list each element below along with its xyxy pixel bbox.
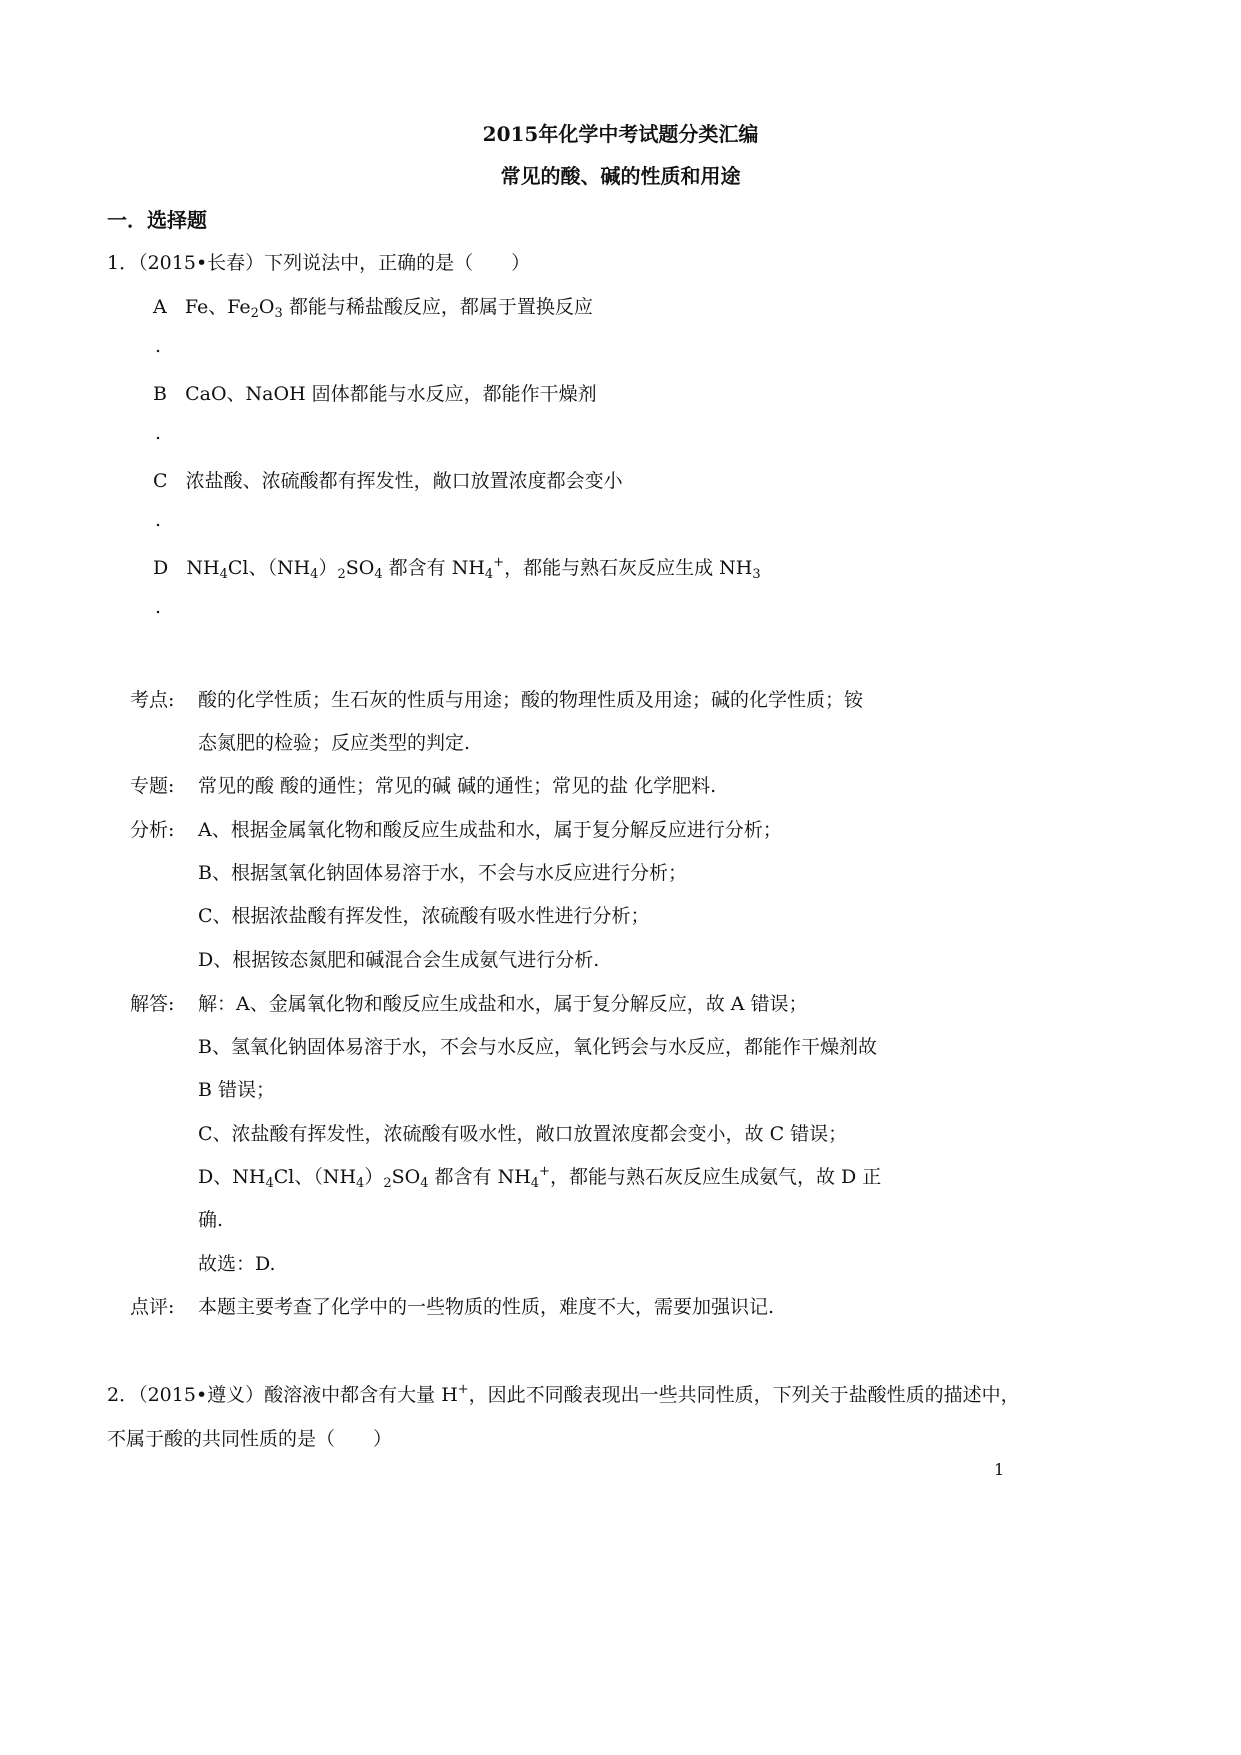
jieda-label: 解答:	[130, 993, 175, 1015]
fenxi-line: D、根据铵态氮肥和碱混合会生成氨气进行分析.	[198, 949, 600, 971]
jieda-text: ，都能与熟石灰反应生成氨气，故 D 正	[549, 1166, 882, 1188]
subscript: 4	[374, 567, 383, 582]
option-d-text: ）	[318, 557, 338, 579]
option-dot: .	[155, 422, 162, 444]
question-2-text: ，因此不同酸表现出一些共同性质，下列关于盐酸性质的描述中，	[468, 1384, 1020, 1406]
jieda-text: SO	[391, 1166, 421, 1188]
option-a-text: 都能与稀盐酸反应，都属于置换反应	[288, 296, 593, 318]
jieda-text: 都含有 NH	[434, 1166, 531, 1188]
question-1-stem: 1．（2015•长春）下列说法中，正确的是（ ）	[107, 252, 531, 274]
subscript: 2	[250, 306, 259, 321]
document-title: 2015年化学中考试题分类汇编	[482, 122, 759, 146]
subscript: 3	[274, 306, 283, 321]
option-dot: .	[155, 509, 162, 531]
jieda-text: Cl、（NH	[273, 1166, 357, 1188]
option-d-letter: D	[153, 557, 169, 579]
jieda-line: B 错误；	[198, 1079, 276, 1101]
option-c-letter: C	[153, 470, 168, 492]
subscript: 4	[420, 1176, 429, 1191]
kaodian-text-1: 酸的化学性质；生石灰的性质与用途；酸的物理性质及用途；碱的化学性质；铵	[198, 689, 864, 711]
subscript: 4	[310, 567, 319, 582]
section-heading: 一．选择题	[107, 208, 207, 232]
option-d-text: 都含有 NH	[388, 557, 485, 579]
subscript: 4	[265, 1176, 274, 1191]
option-a-text: O	[258, 296, 275, 318]
option-b-letter: B	[153, 383, 167, 405]
question-2-stem-line-1	[107, 1380, 1020, 1407]
option-c-text: 浓盐酸、浓硫酸都有挥发性，敞口放置浓度都会变小	[185, 470, 623, 492]
option-dot: .	[155, 335, 162, 357]
jieda-text: D、NH	[198, 1166, 266, 1188]
subscript: 4	[530, 1176, 540, 1191]
superscript: +	[493, 555, 505, 570]
option-b-text: CaO、NaOH 固体都能与水反应，都能作干燥剂	[185, 383, 597, 405]
option-a-letter: A	[153, 296, 167, 318]
subscript: 4	[219, 567, 228, 582]
superscript: +	[539, 1164, 550, 1179]
jieda-line: 确.	[198, 1209, 224, 1231]
jieda-text: ）	[364, 1166, 384, 1188]
jieda-line	[198, 1162, 881, 1189]
option-d-text: Cl、（NH	[227, 557, 311, 579]
question-2-stem-line-2: 不属于酸的共同性质的是（ ）	[107, 1428, 393, 1450]
fenxi-line: C、根据浓盐酸有挥发性，浓硫酸有吸水性进行分析；	[198, 905, 650, 927]
fenxi-line: A、根据金属氧化物和酸反应生成盐和水，属于复分解反应进行分析；	[198, 819, 782, 841]
superscript: +	[457, 1382, 469, 1397]
subscript: 2	[383, 1176, 392, 1191]
subscript: 4	[484, 567, 494, 582]
jieda-line: 故选：D.	[198, 1253, 276, 1275]
jieda-line: B、氢氧化钠固体易溶于水，不会与水反应，氧化钙会与水反应，都能作干燥剂故	[198, 1036, 877, 1058]
zhuanti-label: 专题:	[130, 775, 175, 797]
page-number: 1	[994, 1460, 1005, 1479]
option-d	[153, 553, 761, 580]
subscript: 3	[752, 567, 761, 582]
option-a	[153, 292, 593, 319]
subscript: 4	[356, 1176, 365, 1191]
kaodian-text-2: 态氮肥的检验；反应类型的判定.	[198, 732, 471, 754]
kaodian-label: 考点:	[130, 689, 175, 711]
jieda-line: C、浓盐酸有挥发性，浓硫酸有吸水性，敞口放置浓度都会变小，故 C 错误；	[198, 1123, 848, 1145]
option-d-text: ，都能与熟石灰反应生成 NH	[504, 557, 753, 579]
document-subtitle: 常见的酸、碱的性质和用途	[500, 164, 741, 188]
dianping-text: 本题主要考查了化学中的一些物质的性质，难度不大，需要加强识记.	[198, 1296, 775, 1318]
option-c	[153, 466, 623, 493]
subscript: 2	[337, 567, 346, 582]
option-a-text: Fe、Fe	[184, 296, 251, 318]
fenxi-line: B、根据氢氧化钠固体易溶于水，不会与水反应进行分析；	[198, 862, 687, 884]
fenxi-label: 分析:	[130, 819, 175, 841]
dianping-label: 点评:	[130, 1296, 175, 1318]
zhuanti-text: 常见的酸 酸的通性；常见的碱 碱的通性；常见的盐 化学肥料.	[198, 775, 717, 797]
option-b	[153, 379, 597, 406]
jieda-line: 解：A、金属氧化物和酸反应生成盐和水，属于复分解反应，故 A 错误；	[198, 993, 808, 1015]
option-d-text: SO	[345, 557, 375, 579]
option-d-text: NH	[186, 557, 220, 579]
question-2-text: 2．（2015•遵义）酸溶液中都含有大量 H	[107, 1384, 458, 1406]
option-dot: .	[155, 596, 162, 618]
